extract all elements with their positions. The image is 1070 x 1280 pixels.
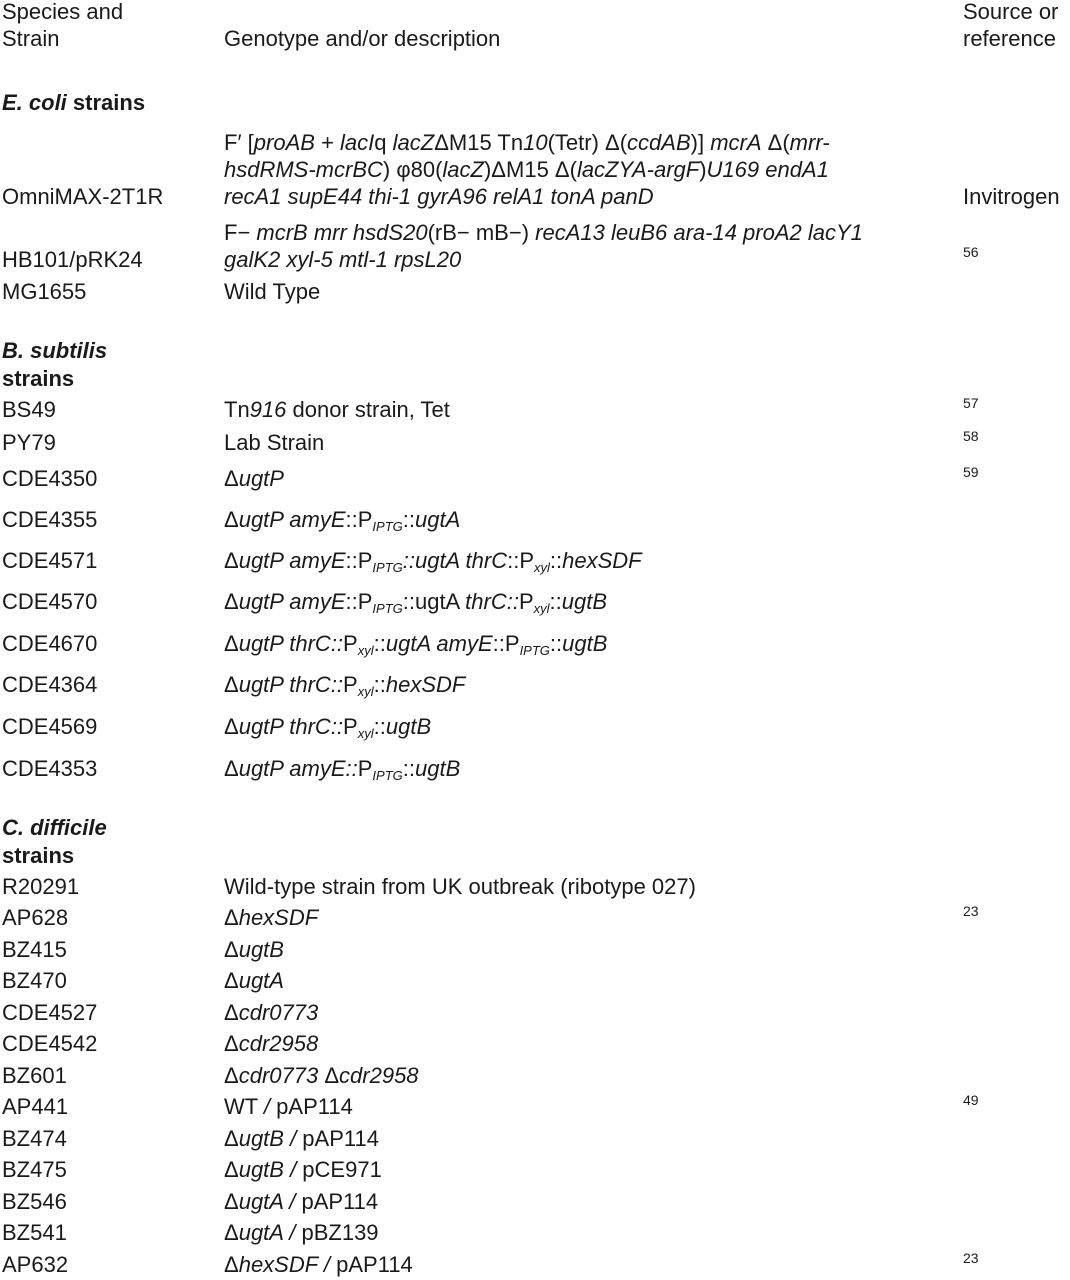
strain-py79: PY79 xyxy=(2,430,56,455)
source-omnimax: Invitrogen xyxy=(963,184,1060,209)
strain-omnimax: OmniMAX-2T1R xyxy=(2,184,164,209)
strain-ap441: AP441 xyxy=(2,1094,69,1119)
ref-ap632: 23 xyxy=(963,1250,979,1266)
genotype-r20291: Wild-type strain from UK outbreak (ribotype 027) xyxy=(224,874,696,899)
genotype-bz546: ΔugtA / pAP114 xyxy=(224,1189,379,1214)
strain-cde4527: CDE4527 xyxy=(2,1000,98,1025)
strain-hb101: HB101/pRK24 xyxy=(2,247,143,272)
strain-cde4570: CDE4570 xyxy=(2,589,98,614)
ref-hb101: 56 xyxy=(963,244,979,260)
strain-ap632: AP632 xyxy=(2,1252,69,1277)
strain-bz541: BZ541 xyxy=(2,1220,67,1245)
genotype-omnimax-line1: F′ [proAB + lacIq lacZΔM15 Tn10(Tetr) Δ(ccdAB)] mcrA Δ(mrr- xyxy=(224,130,830,155)
strain-cde4350: CDE4350 xyxy=(2,466,98,491)
strain-ap628: AP628 xyxy=(2,905,69,930)
strain-r20291: R20291 xyxy=(2,874,80,899)
genotype-bz475: ΔugtB / pCE971 xyxy=(224,1157,382,1182)
genotype-ap628: ΔhexSDF xyxy=(224,905,319,930)
strain-cde4353: CDE4353 xyxy=(2,756,98,781)
ref-bs49: 57 xyxy=(963,395,979,411)
genotype-py79: Lab Strain xyxy=(224,430,325,455)
strain-bz474: BZ474 xyxy=(2,1126,67,1151)
section-bsubtilis: B. subtilis strains xyxy=(2,338,108,391)
strain-bz470: BZ470 xyxy=(2,968,67,993)
genotype-ap441: WT / pAP114 xyxy=(224,1094,353,1119)
strain-cde4542: CDE4542 xyxy=(2,1031,98,1056)
ref-ap628: 23 xyxy=(963,903,979,919)
genotype-cde4569: ΔugtP $thrC::P_{xyl}::ugtB$ xyxy=(224,714,432,741)
genotype-omnimax-line2: hsdRMS-mcrBC) φ80(lacZ)ΔM15 Δ(lacZYA-argF)U169 endA1 xyxy=(224,157,829,182)
strain-cde4364: CDE4364 xyxy=(2,672,98,697)
genotype-bs49: Tn916 donor strain, Tet xyxy=(224,397,450,422)
genotype-cde4364: ΔugtP $thrC::P_{xyl}::hexSDF$ xyxy=(224,672,466,699)
strain-bz546: BZ546 xyxy=(2,1189,67,1214)
strain-bs49: BS49 xyxy=(2,397,56,422)
genotype-cde4350: ΔugtP xyxy=(224,466,284,491)
strain-cde4569: CDE4569 xyxy=(2,714,98,739)
genotype-cde4670: ΔugtP $thrC::P_{xyl}::ugtA$ $amyE::P_{IPTG}::ugtB$ xyxy=(224,631,608,658)
header-source: Source or reference xyxy=(963,0,1059,51)
genotype-omnimax-line3: recA1 supE44 thi-1 gyrA96 relA1 tonA panD xyxy=(224,184,654,209)
genotype-cde4353: ΔugtP $amyE::P_{IPTG}::ugtB$ xyxy=(224,756,461,783)
ref-py79: 58 xyxy=(963,428,979,444)
genotype-hb101-line1: F− mcrB mrr hsdS20(rB− mB−) recA13 leuB6 ara-14 proA2 lacY1 xyxy=(224,220,863,245)
genotype-bz415: ΔugtB xyxy=(224,937,284,962)
genotype-bz470: ΔugtA xyxy=(224,968,284,993)
genotype-mg1655: Wild Type xyxy=(224,279,321,304)
section-cdifficile: C. difficile strains xyxy=(2,815,107,868)
genotype-cde4355: ΔugtP $amyE::P_{IPTG}::ugtA$ xyxy=(224,507,461,534)
header-genotype: Genotype and/or description xyxy=(224,26,501,51)
genotype-cde4542: Δcdr2958 xyxy=(224,1031,319,1056)
genotype-cde4527: Δcdr0773 xyxy=(224,1000,319,1025)
section-ecoli: E. coli strains xyxy=(2,90,146,115)
genotype-hb101-line2: galK2 xyl-5 mtl-1 rpsL20 xyxy=(224,247,462,272)
genotype-bz474: ΔugtB / pAP114 xyxy=(224,1126,379,1151)
strain-bz601: BZ601 xyxy=(2,1063,67,1088)
ref-ap441: 49 xyxy=(963,1092,979,1108)
strain-cde4355: CDE4355 xyxy=(2,507,98,532)
ref-cde4350: 59 xyxy=(963,464,979,480)
genotype-ap632: ΔhexSDF / pAP114 xyxy=(224,1252,413,1277)
genotype-cde4570: ΔugtP $amyE::P_{IPTG}::ugtA$ $thrC::P_{xyl}::ugtB$ xyxy=(224,589,608,616)
strain-mg1655: MG1655 xyxy=(2,279,87,304)
header-strain: Species and Strain xyxy=(2,0,124,51)
genotype-bz601: Δcdr0773 Δcdr2958 xyxy=(224,1063,419,1088)
strain-bz475: BZ475 xyxy=(2,1157,67,1182)
genotype-bz541: ΔugtA / pBZ139 xyxy=(224,1220,379,1245)
genotype-cde4571: ΔugtP $amyE::P_{IPTG}::ugtA$ $thrC::P_{xyl}::hexSDF$ xyxy=(224,548,642,575)
strain-bz415: BZ415 xyxy=(2,937,67,962)
strain-cde4670: CDE4670 xyxy=(2,631,98,656)
strain-cde4571: CDE4571 xyxy=(2,548,98,573)
